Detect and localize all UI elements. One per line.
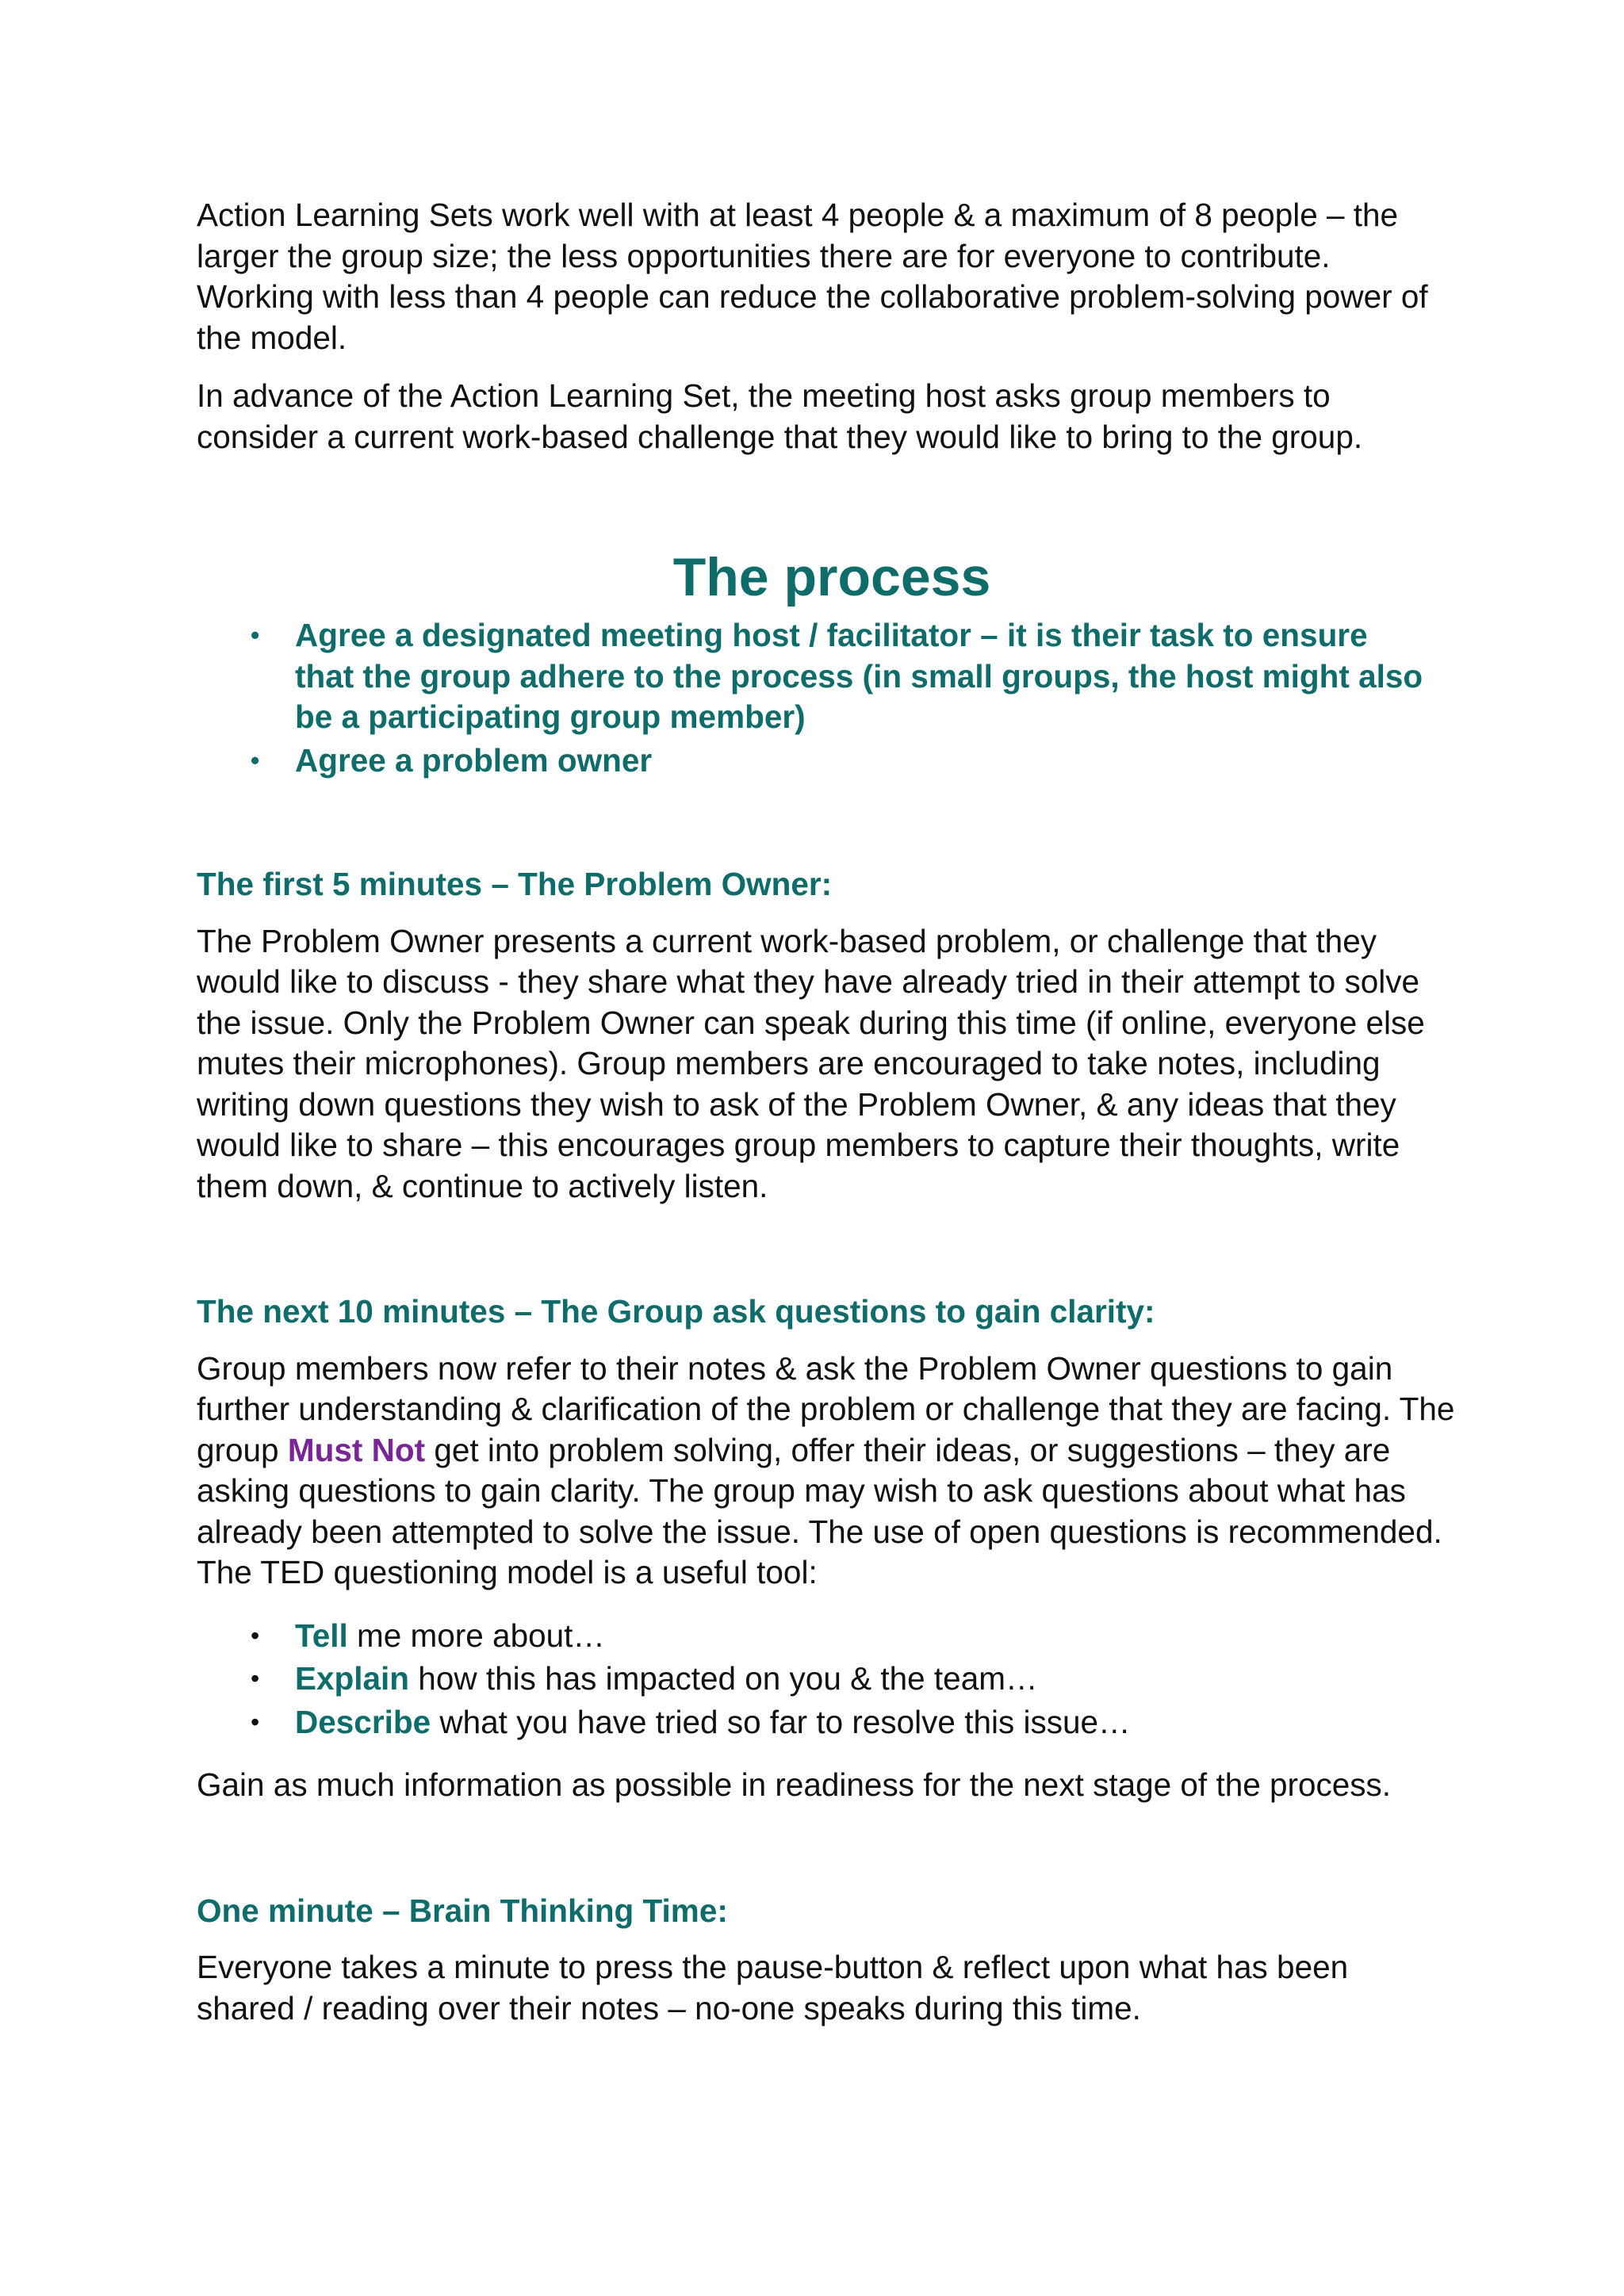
bullet-icon: • bbox=[251, 1707, 260, 1736]
bullet-icon: • bbox=[251, 745, 260, 775]
ted-item-tell-key: Tell bbox=[295, 1617, 348, 1654]
process-item-host-text: Agree a designated meeting host / facilitator – it is their task to ensure that the group adhere to the process (in small groups, the host might also be a participating group member) bbox=[295, 617, 1423, 735]
ted-item-explain-text: how this has impacted on you & the team… bbox=[409, 1660, 1038, 1697]
ted-item-tell bbox=[197, 1616, 1450, 1657]
document-page bbox=[197, 195, 1455, 2029]
ted-item-describe bbox=[197, 1702, 1450, 1743]
must-not-emphasis: Must Not bbox=[287, 1431, 426, 1468]
process-title: The process bbox=[672, 547, 991, 607]
ted-item-describe-key: Describe bbox=[295, 1703, 431, 1740]
section-next-10-minutes-closing: Gain as much information as possible in readiness for the next stage of the process. bbox=[197, 1766, 1392, 1803]
section-one-minute-body: Everyone takes a minute to press the pause-button & reflect upon what has been shared / reading over their notes – no-one speaks during this time. bbox=[197, 1949, 1349, 2026]
section-next-10-minutes-body-start: Group members now refer to their notes & ask the Problem Owner questions to gain further understanding & clarification of the problem or challenge that they are facing. The group bbox=[197, 1349, 1455, 1468]
process-item-owner-text: Agree a problem owner bbox=[295, 741, 653, 779]
section-first-5-minutes-heading: The first 5 minutes – The Problem Owner: bbox=[197, 866, 833, 902]
ted-questioning-list bbox=[197, 1616, 1450, 1743]
bullet-icon: • bbox=[251, 621, 260, 649]
section-first-5-minutes-body: The Problem Owner presents a current work-based problem, or challenge that they would like to discuss - they share what they have already tried in their attempt to solve the issue. Only the Problem Owner can speak during this time (if online, everyone else mutes their microphones). Group members are encouraged to take notes, including writing down questions they wish to ask of the Problem Owner, & any ideas that they would like to share – this encourages group members to capture their thoughts, write them down, & continue to actively listen. bbox=[197, 922, 1425, 1204]
intro-paragraph-group-size: Action Learning Sets work well with at least 4 people & a maximum of 8 people – the larger the group size; the less opportunities there are for everyone to contribute. Working with less than 4 people can reduce the collaborative problem-solving power of the model. bbox=[197, 197, 1428, 356]
process-item-host bbox=[197, 615, 1434, 738]
ted-item-describe-text: what you have tried so far to resolve this issue… bbox=[431, 1703, 1131, 1740]
section-next-10-minutes-heading: The next 10 minutes – The Group ask questions to gain clarity: bbox=[197, 1293, 1155, 1330]
ted-item-tell-text: me more about… bbox=[347, 1617, 605, 1654]
process-list bbox=[197, 615, 1434, 781]
process-item-owner bbox=[197, 740, 1434, 782]
bullet-icon: • bbox=[251, 1664, 260, 1693]
ted-item-explain-key: Explain bbox=[295, 1660, 410, 1697]
intro-paragraph-advance: In advance of the Action Learning Set, the meeting host asks group members to consider a current work-based challenge that they would like to bring to the group. bbox=[197, 377, 1363, 455]
section-one-minute-heading: One minute – Brain Thinking Time: bbox=[197, 1892, 728, 1929]
bullet-icon: • bbox=[251, 1621, 260, 1650]
section-next-10-minutes-body bbox=[197, 1349, 1465, 1594]
section-next-10-minutes-body-end: get into problem solving, offer their ideas, or suggestions – they are asking questions to gain clarity. The group may wish to ask questions about what has already been attempted to solve the issue. The use of open questions is recommended. The TED questioning model is a useful tool: bbox=[197, 1431, 1442, 1590]
ted-item-explain bbox=[197, 1659, 1450, 1700]
